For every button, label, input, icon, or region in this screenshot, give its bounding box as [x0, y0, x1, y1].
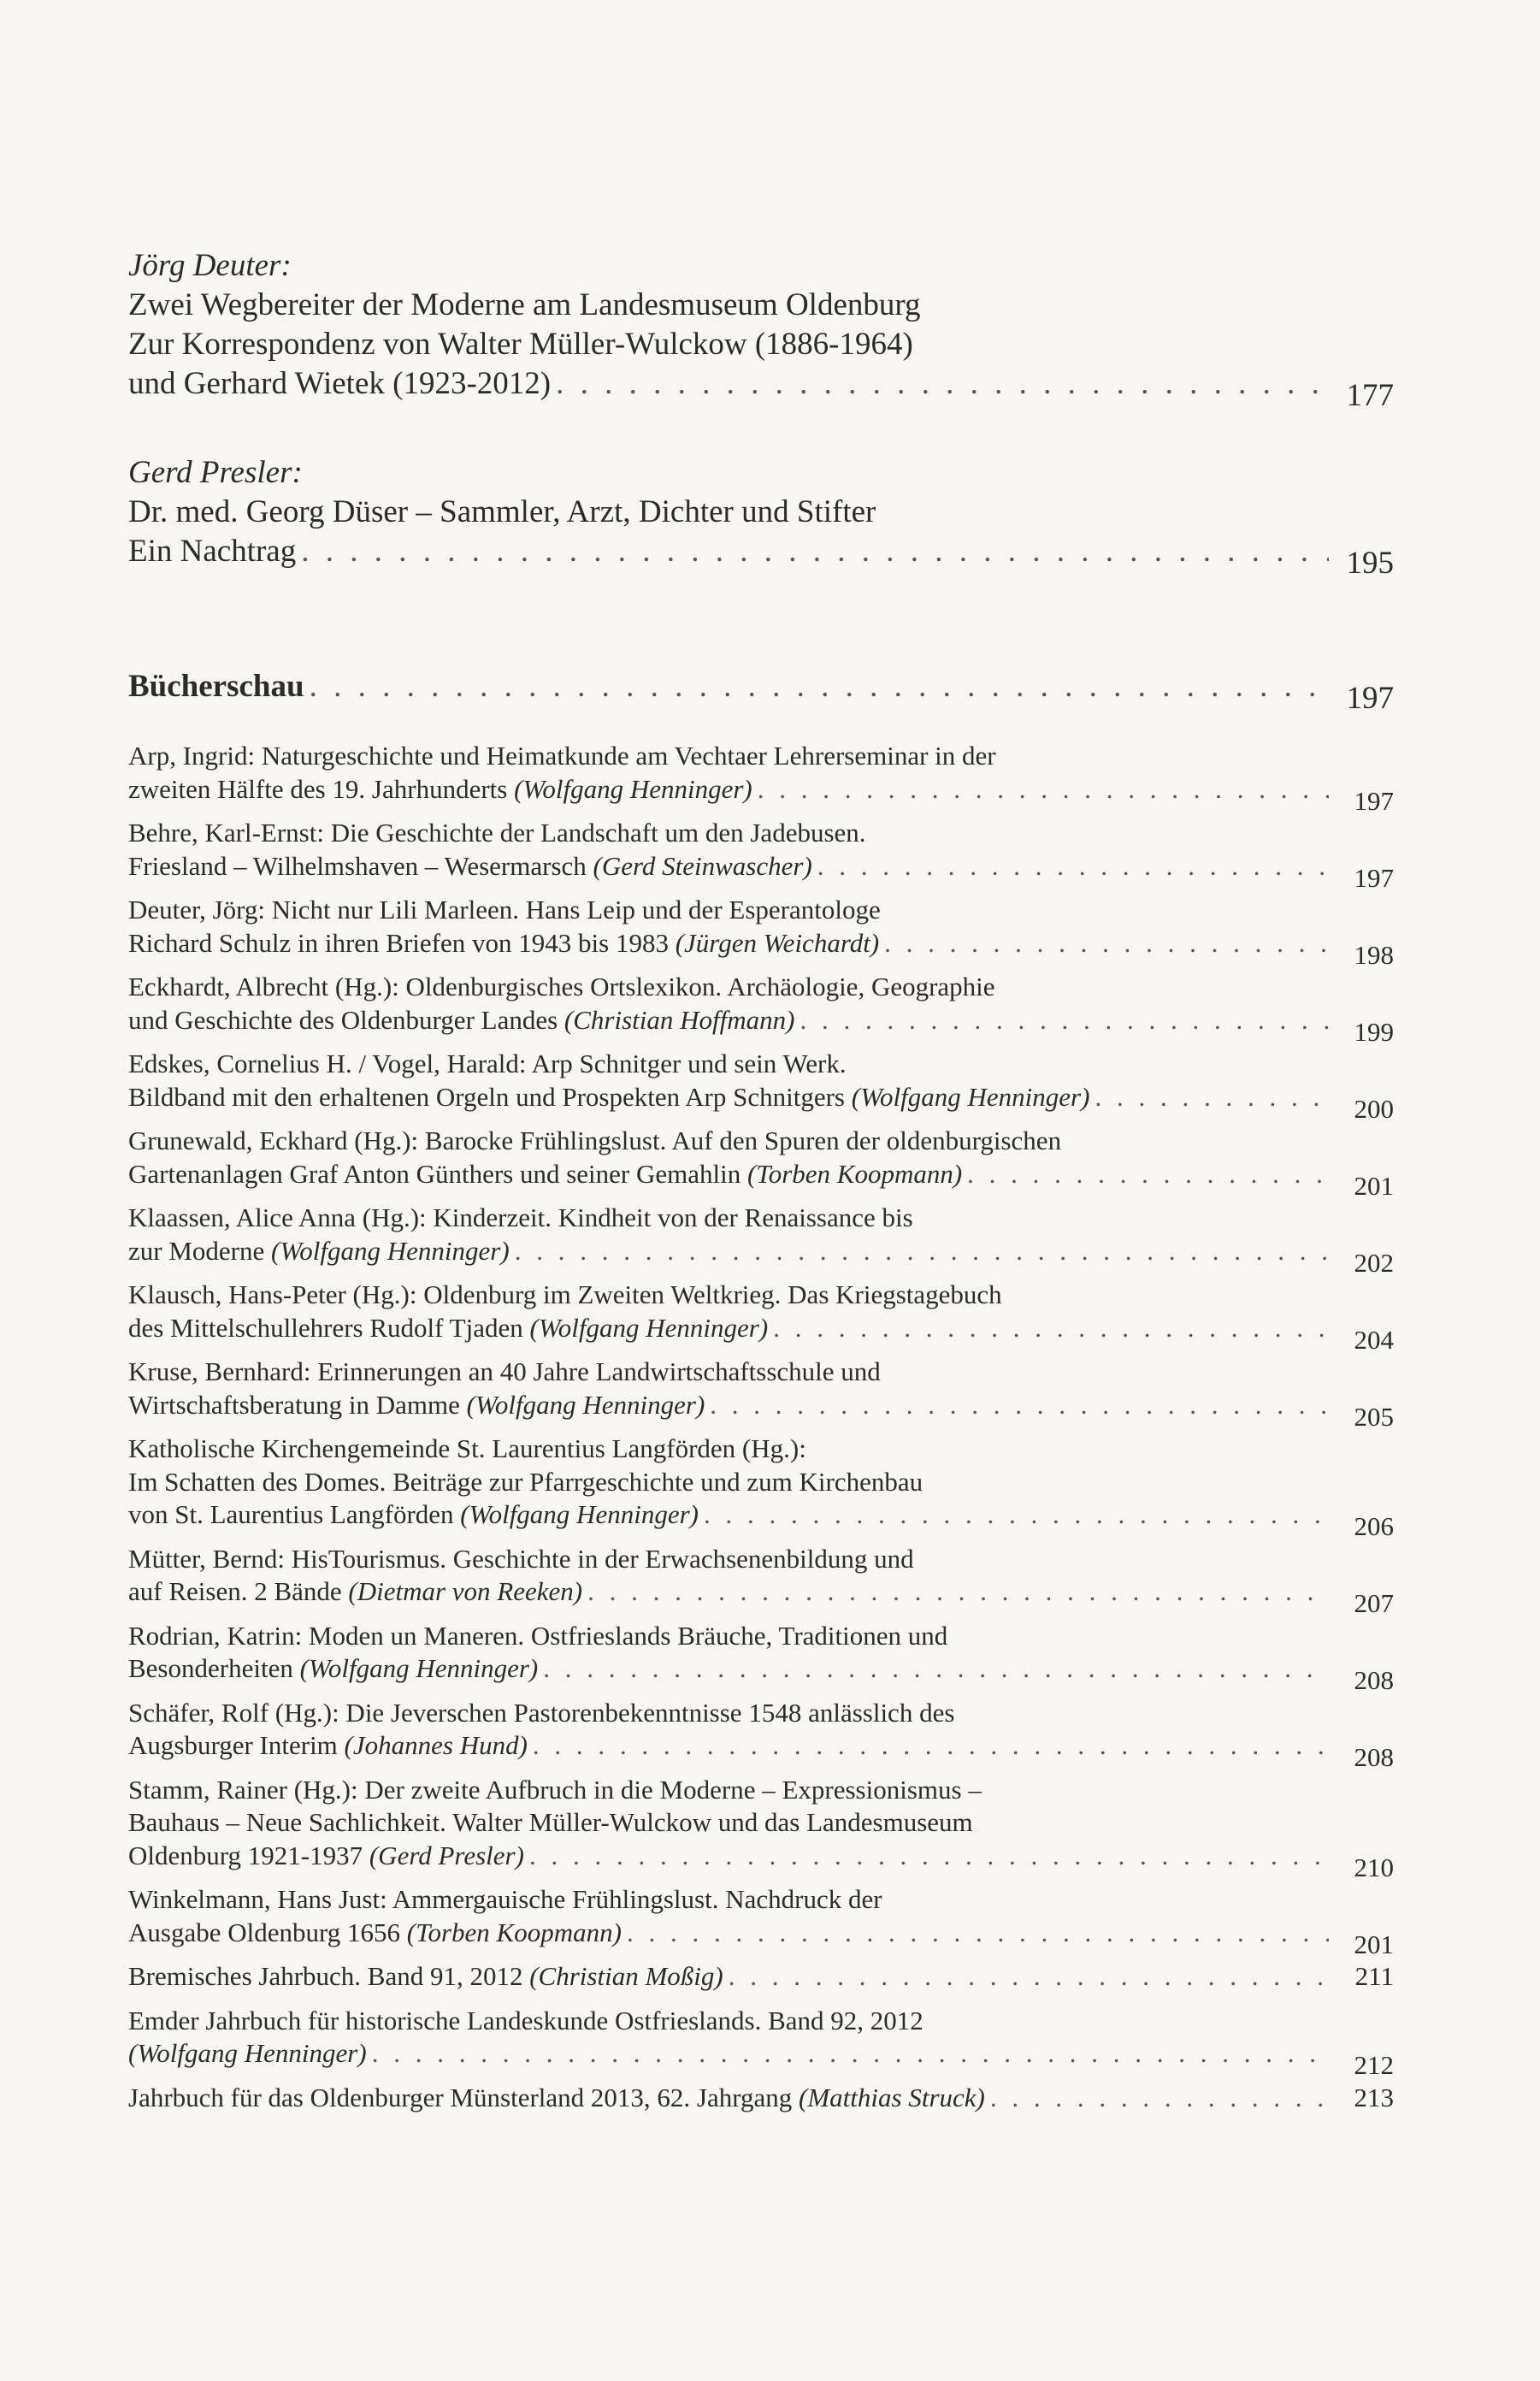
review-title-text: Augsburger Interim	[128, 1730, 345, 1760]
review-entry	[128, 1883, 1394, 1959]
review-title-line	[128, 2037, 367, 2071]
reviewer-name: (Wolfgang Henninger)	[529, 1312, 769, 1343]
review-title-text: Ausgabe Oldenburg 1656	[128, 1917, 407, 1947]
article-author: Jörg Deuter:	[128, 248, 292, 283]
dot-leader	[529, 1840, 1329, 1873]
article-author: Gerd Presler:	[128, 455, 303, 490]
review-entry	[128, 817, 1394, 893]
review-entry	[128, 740, 1394, 816]
review-title-line	[128, 1235, 510, 1268]
review-title-line	[128, 773, 752, 806]
page-number: 211	[1354, 1961, 1394, 1991]
review-title-line	[128, 1498, 699, 1532]
dot-leader	[301, 532, 1329, 571]
reviewer-name: (Wolfgang Henninger)	[851, 1081, 1090, 1112]
review-title-text: und Geschichte des Oldenburger Landes	[128, 1004, 564, 1035]
page-number: 202	[1354, 1247, 1394, 1278]
dot-leader	[884, 927, 1329, 960]
dot-leader	[967, 1158, 1329, 1191]
dot-leader	[556, 364, 1329, 404]
section-title: Bücherschau	[128, 669, 304, 704]
page-number: 208	[1354, 1742, 1394, 1772]
review-title-line	[128, 1004, 794, 1037]
reviewer-name: (Dietmar von Reeken)	[348, 1576, 583, 1606]
page-number: 204	[1354, 1324, 1394, 1355]
review-title-line	[128, 1729, 528, 1763]
reviewer-name: (Wolfgang Henninger)	[128, 2038, 367, 2068]
dot-leader	[587, 1575, 1329, 1609]
dot-leader	[515, 1235, 1329, 1268]
toc-article-presler	[128, 453, 1394, 581]
review-title-text: Bremisches Jahrbuch. Band 91, 2012	[128, 1961, 530, 1991]
review-entry	[128, 1960, 1394, 1994]
dot-leader	[372, 2037, 1329, 2071]
page-number: 197	[1354, 785, 1394, 816]
review-entry	[128, 1543, 1394, 1618]
reviewer-name: (Jürgen Weichardt)	[675, 927, 880, 958]
review-title-line	[128, 1158, 962, 1191]
review-title-line	[128, 1960, 723, 1994]
review-title-text: Bildband mit den erhaltenen Orgeln und Prospekten Arp Schnitgers	[128, 1081, 852, 1112]
page-number: 208	[1354, 1665, 1394, 1695]
review-title-line: Klausch, Hans-Peter (Hg.): Oldenburg im Zweiten Weltkrieg. Das Kriegstagebuch	[128, 1279, 1002, 1309]
article-title-line: und Gerhard Wietek (1923-2012)	[128, 366, 552, 401]
review-title-line	[128, 1652, 538, 1686]
dot-leader	[1095, 1081, 1329, 1114]
review-title-line	[128, 1081, 1089, 1114]
article-title-line: Zwei Wegbereiter der Moderne am Landesmuseum Oldenburg	[128, 287, 921, 322]
review-entry	[128, 2082, 1394, 2115]
reviewer-name: (Wolfgang Henninger)	[271, 1235, 510, 1266]
page-number: 200	[1354, 1093, 1394, 1124]
review-title-text: von St. Laurentius Langförden	[128, 1499, 461, 1529]
page-number: 201	[1354, 1170, 1394, 1201]
dot-leader	[533, 1729, 1329, 1763]
review-title-line: Klaassen, Alice Anna (Hg.): Kinderzeit. Kindheit von der Renaissance bis	[128, 1202, 913, 1232]
review-title-text: Oldenburg 1921-1937	[128, 1840, 369, 1870]
review-title-line: Schäfer, Rolf (Hg.): Die Jeverschen Pastorenbekenntnisse 1548 anlässlich des	[128, 1697, 955, 1728]
toc-article-deuter	[128, 246, 1394, 413]
reviewer-name: (Matthias Struck)	[799, 2082, 985, 2112]
page-number: 210	[1354, 1852, 1394, 1882]
review-title-text: Gartenanlagen Graf Anton Günthers und seiner Gemahlin	[128, 1158, 747, 1189]
reviewer-name: (Wolfgang Henninger)	[460, 1499, 699, 1529]
review-title-line: Kruse, Bernhard: Erinnerungen an 40 Jahre Landwirtschaftsschule und	[128, 1356, 881, 1386]
page-number: 205	[1354, 1401, 1394, 1432]
review-entry	[128, 2005, 1394, 2080]
review-title-line	[128, 1917, 622, 1950]
page-number: 212	[1354, 2050, 1394, 2080]
review-title-text: Richard Schulz in ihren Briefen von 1943 bis 1983	[128, 927, 676, 958]
review-entry	[128, 1125, 1394, 1201]
review-title-line	[128, 927, 879, 960]
page-number: 206	[1354, 1511, 1394, 1541]
dot-leader	[729, 1960, 1329, 1994]
review-title-text: zur Moderne	[128, 1235, 271, 1266]
review-title-text: zweiten Hälfte des 19. Jahrhunderts	[128, 773, 515, 804]
dot-leader	[310, 667, 1329, 706]
dot-leader	[817, 850, 1329, 883]
dot-leader	[990, 2082, 1329, 2115]
review-title-text: Jahrbuch für das Oldenburger Münsterland 2013, 62. Jahrgang	[128, 2082, 800, 2112]
review-title-line	[128, 2082, 985, 2115]
page-number: 207	[1354, 1588, 1394, 1618]
review-entry	[128, 894, 1394, 970]
page-number: 198	[1354, 939, 1394, 970]
page-number: 199	[1354, 1016, 1394, 1047]
review-list	[128, 740, 1394, 2114]
page-number: 177	[1346, 378, 1394, 413]
review-title-line	[128, 1312, 768, 1345]
page-number: 213	[1354, 2082, 1394, 2112]
review-title-line: Rodrian, Katrin: Moden un Maneren. Ostfrieslands Bräuche, Traditionen und	[128, 1620, 948, 1651]
article-title-line: Ein Nachtrag	[128, 534, 297, 569]
dot-leader	[758, 773, 1329, 806]
dot-leader	[543, 1652, 1329, 1686]
review-title-text: Friesland – Wilhelmshaven – Wesermarsch	[128, 850, 593, 881]
article-title-line: Zur Korrespondenz von Walter Müller-Wulckow (1886-1964)	[128, 327, 913, 362]
page-number: 195	[1346, 546, 1394, 581]
review-entry	[128, 1620, 1394, 1695]
review-title-line: Edskes, Cornelius H. / Vogel, Harald: Arp Schnitger und sein Werk.	[128, 1049, 847, 1078]
review-entry	[128, 1356, 1394, 1432]
dot-leader	[773, 1312, 1329, 1345]
page-number: 197	[1346, 681, 1394, 716]
reviewer-name: (Torben Koopmann)	[746, 1158, 963, 1189]
review-title-line: Im Schatten des Domes. Beiträge zur Pfarrgeschichte und zum Kirchenbau	[128, 1466, 923, 1497]
review-title-line	[128, 1389, 705, 1422]
reviewer-name: (Christian Moßig)	[529, 1961, 723, 1991]
review-entry	[128, 1774, 1394, 1882]
section-buecherschau	[128, 667, 1394, 716]
review-title-line: Katholische Kirchengemeinde St. Laurentius Langförden (Hg.):	[128, 1433, 806, 1463]
review-entry	[128, 971, 1394, 1047]
reviewer-name: (Wolfgang Henninger)	[466, 1389, 705, 1420]
review-entry	[128, 1279, 1394, 1355]
review-title-line: Arp, Ingrid: Naturgeschichte und Heimatkunde am Vechtaer Lehrerseminar in der	[128, 741, 996, 771]
dot-leader	[710, 1389, 1329, 1422]
dot-leader	[800, 1004, 1329, 1037]
dot-leader	[627, 1917, 1329, 1950]
review-title-line: Mütter, Bernd: HisTourismus. Geschichte in der Erwachsenenbildung und	[128, 1543, 914, 1574]
page-number: 201	[1354, 1929, 1394, 1959]
review-title-text: Besonderheiten	[128, 1653, 300, 1683]
reviewer-name: (Christian Hoffmann)	[563, 1004, 795, 1035]
review-entry	[128, 1202, 1394, 1278]
review-title-text: des Mittelschullehrers Rudolf Tjaden	[128, 1312, 530, 1343]
review-entry	[128, 1433, 1394, 1541]
reviewer-name: (Wolfgang Henninger)	[514, 773, 752, 804]
review-title-line: Deuter, Jörg: Nicht nur Lili Marleen. Hans Leip und der Esperantologe	[128, 895, 881, 925]
review-entry	[128, 1697, 1394, 1772]
review-title-line	[128, 1840, 524, 1873]
reviewer-name: (Wolfgang Henninger)	[299, 1653, 539, 1683]
reviewer-name: (Torben Koopmann)	[406, 1917, 622, 1947]
page-number: 197	[1354, 862, 1394, 893]
review-title-line: Stamm, Rainer (Hg.): Der zweite Aufbruch in die Moderne – Expressionismus –	[128, 1774, 982, 1805]
review-title-line: Bauhaus – Neue Sachlichkeit. Walter Müller-Wulckow und das Landesmuseum	[128, 1807, 973, 1837]
reviewer-name: (Gerd Steinwascher)	[593, 850, 812, 881]
review-title-text: Wirtschaftsberatung in Damme	[128, 1389, 467, 1420]
review-title-line	[128, 1575, 582, 1609]
review-title-line: Behre, Karl-Ernst: Die Geschichte der Landschaft um den Jadebusen.	[128, 818, 866, 848]
dot-leader	[704, 1498, 1329, 1532]
reviewer-name: (Gerd Presler)	[369, 1840, 524, 1870]
review-title-line: Grunewald, Eckhard (Hg.): Barocke Frühlingslust. Auf den Spuren der oldenburgischen	[128, 1126, 1062, 1155]
review-title-line: Winkelmann, Hans Just: Ammergauische Frühlingslust. Nachdruck der	[128, 1884, 882, 1914]
article-title-line: Dr. med. Georg Düser – Sammler, Arzt, Dichter und Stifter	[128, 494, 876, 529]
review-title-line	[128, 850, 812, 883]
review-title-line: Emder Jahrbuch für historische Landeskunde Ostfrieslands. Band 92, 2012	[128, 2005, 923, 2035]
review-entry	[128, 1048, 1394, 1124]
reviewer-name: (Johannes Hund)	[344, 1730, 528, 1760]
review-title-line: Eckhardt, Albrecht (Hg.): Oldenburgisches Ortslexikon. Archäologie, Geographie	[128, 972, 995, 1001]
review-title-text: auf Reisen. 2 Bände	[128, 1576, 349, 1606]
